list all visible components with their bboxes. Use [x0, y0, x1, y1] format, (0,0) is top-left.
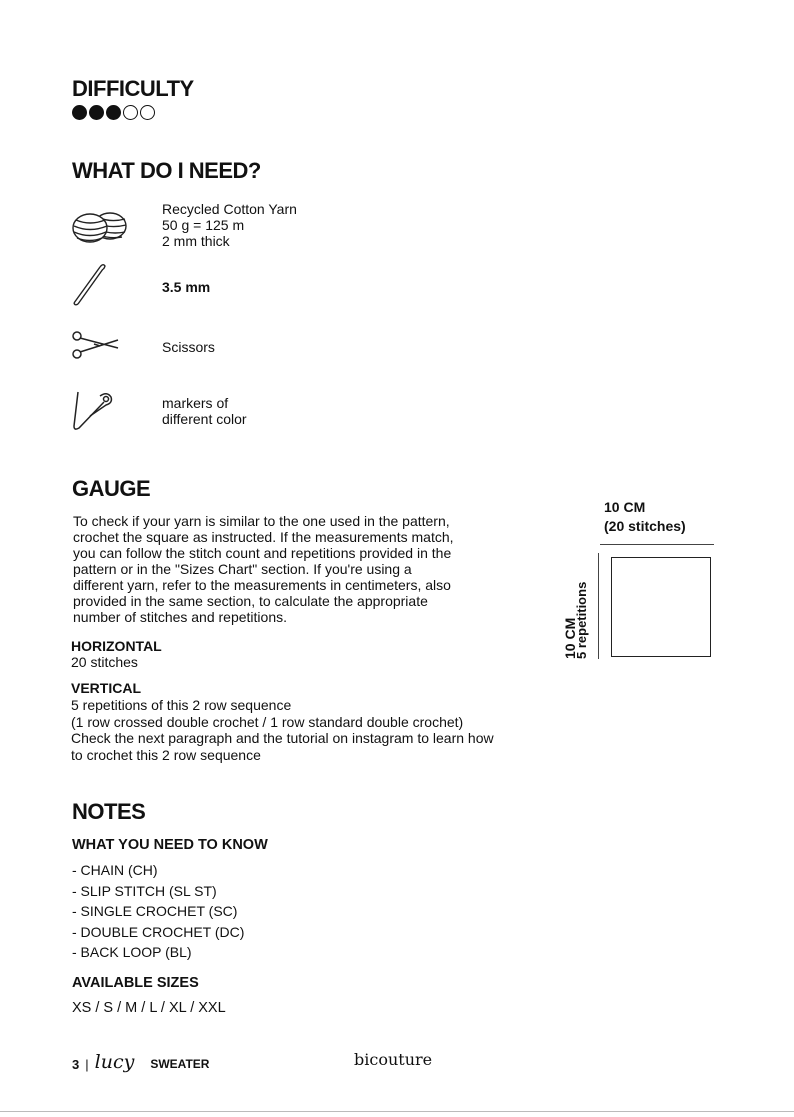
diagram-width-rule — [600, 544, 714, 545]
vertical-description — [71, 697, 494, 763]
list-item: - CHAIN (CH) — [72, 862, 158, 878]
gauge-paragraph-line: pattern or in the "Sizes Chart" section. If you're using a — [73, 561, 412, 577]
vertical-line: (1 row crossed double crochet / 1 row standard double crochet) — [71, 713, 464, 730]
difficulty-rating — [72, 105, 155, 120]
list-item: - SLIP STITCH (SL ST) — [72, 882, 217, 899]
gauge-heading: GAUGE — [72, 476, 151, 501]
diagram-width-stitches: (20 stitches) — [604, 518, 686, 534]
gauge-paragraph — [73, 513, 543, 625]
vertical-label: VERTICAL — [71, 680, 141, 696]
page-number: 3 — [72, 1056, 80, 1072]
list-item: - DOUBLE CROCHET (DC) — [72, 923, 245, 940]
footer-separator: | — [85, 1056, 89, 1072]
yarn-icon — [70, 205, 132, 249]
crochet-hook-icon — [70, 262, 132, 306]
needs-heading: WHAT DO I NEED? — [72, 158, 261, 183]
gauge-paragraph-line: To check if your yarn is similar to the one used in the pattern, — [73, 513, 450, 529]
gauge-paragraph-line: different yarn, refer to the measurements in centimeters, also — [73, 577, 451, 593]
sizes-heading: AVAILABLE SIZES — [72, 975, 199, 991]
difficulty-dot-filled — [72, 105, 87, 120]
gauge-diagram — [550, 495, 730, 670]
difficulty-dot-filled — [106, 105, 121, 120]
brand-name: bicouture — [354, 1050, 433, 1069]
needs-item-line: markers of — [162, 395, 229, 411]
needs-item-yarn — [162, 201, 297, 249]
footer-rule — [0, 1111, 794, 1112]
needs-item-markers — [162, 395, 247, 427]
needs-item-line: 2 mm thick — [162, 233, 230, 249]
footer — [72, 1052, 209, 1076]
difficulty-dot-empty — [140, 105, 155, 120]
horizontal-label: HORIZONTAL — [71, 638, 162, 654]
needs-item-scissors — [162, 339, 215, 355]
gauge-square — [611, 557, 711, 657]
diagram-height-label: 10 CM — [562, 617, 578, 659]
horizontal-value: 20 stitches — [71, 654, 138, 670]
needs-item-line: Scissors — [162, 339, 215, 355]
gauge-paragraph-line: you can follow the stitch count and repetitions provided in the — [73, 545, 452, 561]
difficulty-dot-empty — [123, 105, 138, 120]
gauge-paragraph-line: number of stitches and repetitions. — [73, 609, 288, 625]
scissors-icon — [70, 324, 132, 368]
gauge-paragraph-line: crochet the square as instructed. If the measurements match, — [73, 529, 454, 545]
needs-item-line: 50 g = 125 m — [162, 217, 245, 233]
know-list — [72, 860, 244, 963]
vertical-line: to crochet this 2 row sequence — [71, 746, 261, 763]
needs-item-line: 3.5 mm — [162, 279, 211, 295]
difficulty-dot-filled — [89, 105, 104, 120]
diagram-height-repetitions: 5 repetitions — [574, 581, 589, 659]
stitch-marker-icon — [70, 388, 132, 432]
gauge-paragraph-line: provided in the same section, to calculate the appropriate — [73, 593, 428, 609]
needs-item-line: Recycled Cotton Yarn — [162, 201, 297, 217]
difficulty-heading: DIFFICULTY — [72, 76, 194, 101]
diagram-height-rule — [598, 553, 599, 659]
needs-item-hook — [162, 279, 210, 295]
sizes-value: XS / S / M / L / XL / XXL — [72, 1000, 226, 1016]
list-item: - BACK LOOP (BL) — [72, 944, 192, 960]
notes-heading: NOTES — [72, 799, 146, 824]
script-logo: lucy — [94, 1051, 135, 1073]
needs-item-line: different color — [162, 411, 247, 427]
vertical-line: 5 repetitions of this 2 row sequence — [71, 697, 292, 713]
know-heading: WHAT YOU NEED TO KNOW — [72, 837, 268, 853]
footer-product: SWEATER — [150, 1057, 210, 1071]
vertical-line: Check the next paragraph and the tutorial on instagram to learn how — [71, 730, 494, 746]
list-item: - SINGLE CROCHET (SC) — [72, 903, 238, 919]
diagram-width-label: 10 CM — [604, 499, 646, 515]
